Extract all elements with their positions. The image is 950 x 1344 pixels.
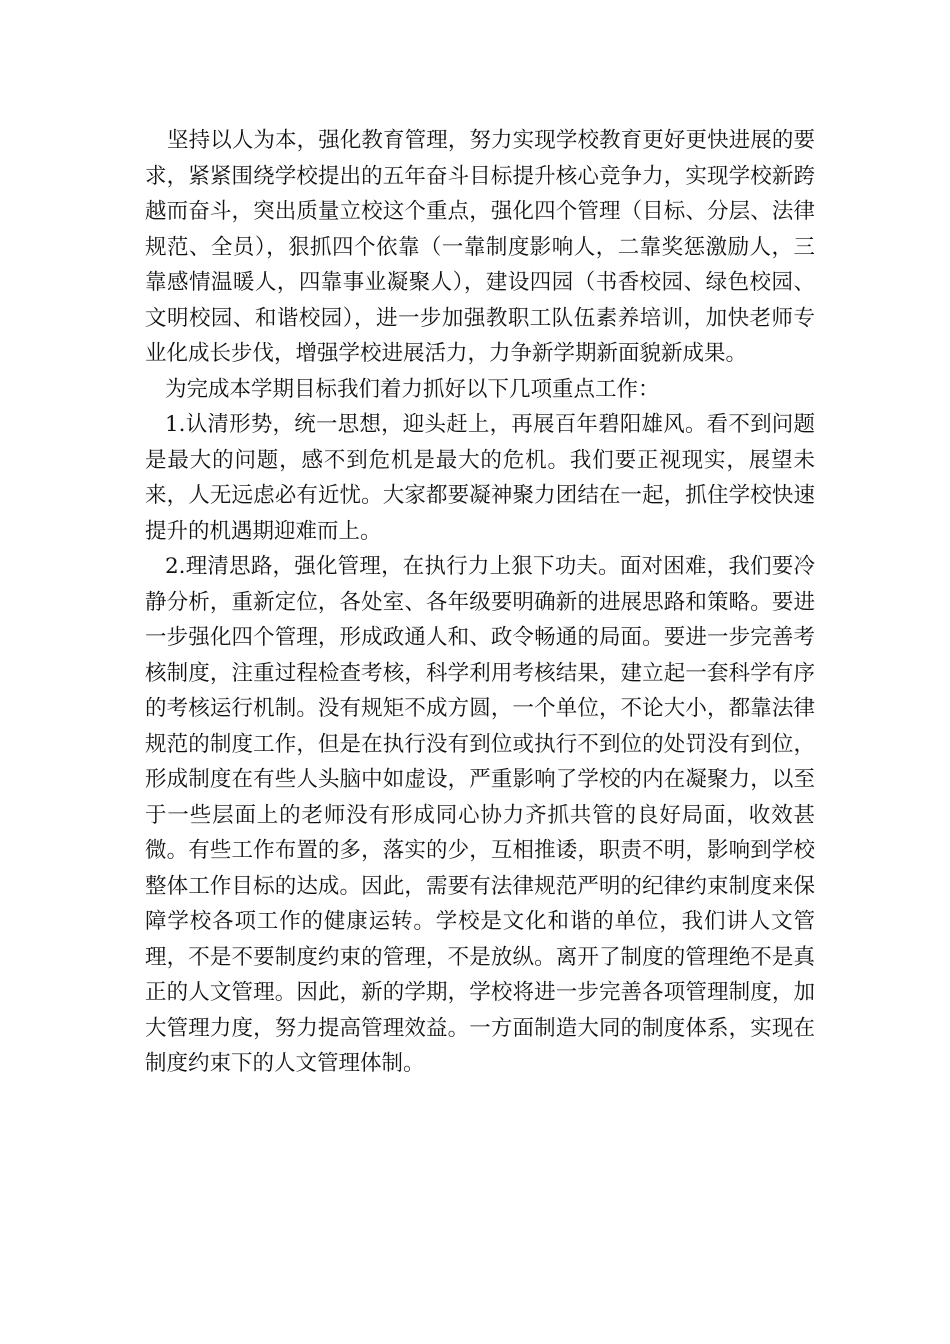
document-body (145, 123, 815, 1082)
paragraph-goals-lead: 为完成本学期目标我们着力抓好以下几项重点工作： (165, 376, 660, 402)
paragraph-item-1: 1.认清形势，统一思想，迎头赶上，再展百年碧阳雄风。看不到问题是最大的问题，感不到危机是最大的危机。我们要正视现实，展望未来，人无远虑必有近忧。大家都要凝神聚力团结在一起，抓住学校快速提升的机遇期迎难而上。 (145, 412, 815, 544)
paragraph-item-2: 2.理清思路，强化管理，在执行力上狠下功夫。面对困难，我们要冷静分析，重新定位，各处室、各年级要明确新的进展思路和策略。要进一步强化四个管理，形成政通人和、政令畅通的局面。要进一步完善考核制度，注重过程检查考核，科学利用考核结果，建立起一套科学有序的考核运行机制。没有规矩不成方圆，一个单位，不论大小，都靠法律规范的制度工作，但是在执行没有到位或执行不到位的处罚没有到位，形成制度在有些人头脑中如虚设，严重影响了学校的内在凝聚力，以至于一些层面上的老师没有形成同心协力齐抓共管的良好局面，收效甚微。有些工作布置的多，落实的少，互相推诿，职责不明，影响到学校整体工作目标的达成。因此，需要有法律规范严明的纪律约束制度来保障学校各项工作的健康运转。学校是文化和谐的单位，我们讲人文管理，不是不要制度约束的管理，不是放纵。离开了制度的管理绝不是真正的人文管理。因此，新的学期，学校将进一步完善各项管理制度，加大管理力度，努力提高管理效益。一方面制造大同的制度体系，实现在制度约束下的人文管理体制。 (145, 554, 815, 1076)
paragraph-intro: 坚持以人为本，强化教育管理，努力实现学校教育更好更快进展的要求，紧紧围绕学校提出的五年奋斗目标提升核心竞争力，实现学校新跨越而奋斗，突出质量立校这个重点，强化四个管理（目标、分层、法律规范、全员），狠抓四个依靠（一靠制度影响人，二靠奖惩激励人，三靠感情温暖人，四靠事业凝聚人），建设四园（书香校园、绿色校园、文明校园、和谐校园），进一步加强教职工队伍素养培训，加快老师专业化成长步伐，增强学校进展活力，力争新学期新面貌新成果。 (145, 128, 815, 366)
